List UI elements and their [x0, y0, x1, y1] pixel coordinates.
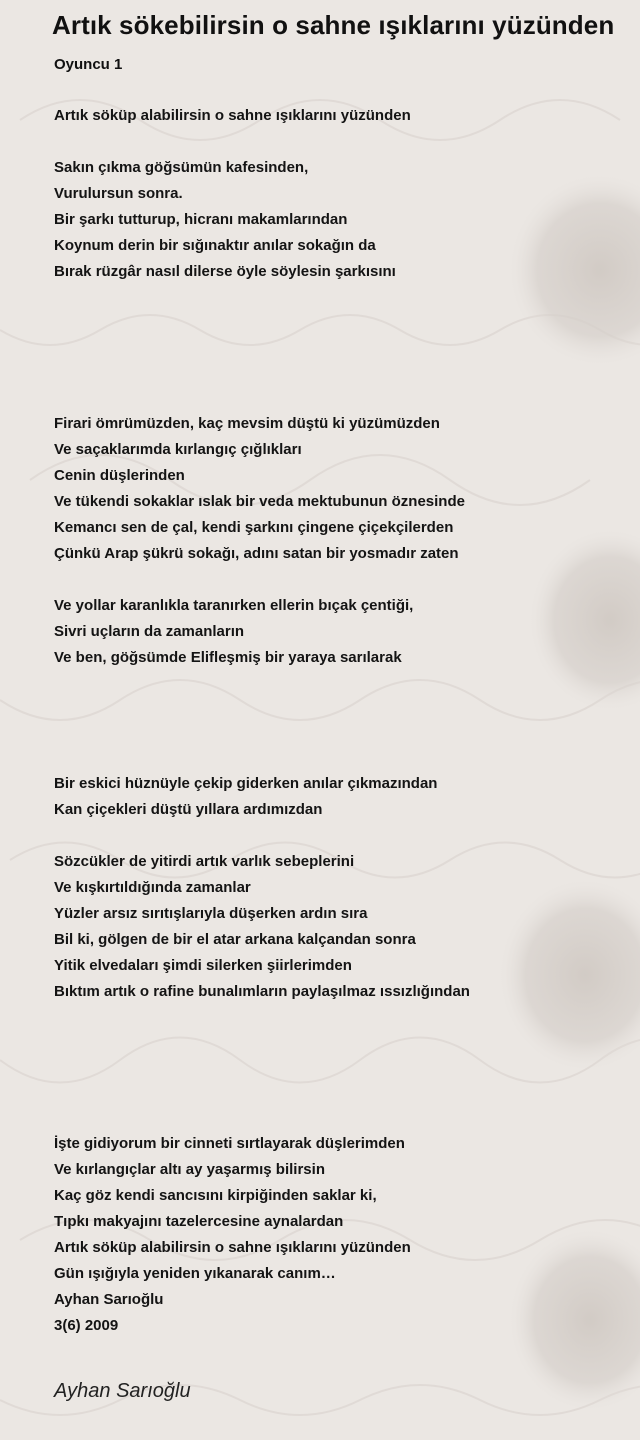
poem-line: Ve kışkırtıldığında zamanlar: [54, 879, 251, 896]
poem-line: Sivri uçların da zamanların: [54, 623, 245, 640]
poem-line: Yüzler arsız sırıtışlarıyla düşerken ardın sıra: [54, 905, 368, 922]
poem-title: Artık sökebilirsin o sahne ışıklarını yüzünden: [52, 10, 615, 40]
poem-line: Bırak rüzgâr nasıl dilerse öyle söylesin şarkısını: [54, 263, 396, 280]
poem-line: Tıpkı makyajını tazelercesine aynalardan: [54, 1213, 344, 1230]
poem-line: Ve tükendi sokaklar ıslak bir veda mektubunun öznesinde: [54, 493, 465, 510]
poem-line: Bir şarkı tutturup, hicranı makamlarından: [54, 211, 348, 228]
poem-line: Gün ışığıyla yeniden yıkanarak canım…: [54, 1265, 336, 1282]
poem-line: İşte gidiyorum bir cinneti sırtlayarak düşlerimden: [54, 1135, 405, 1152]
poem-line: Cenin düşlerinden: [54, 467, 185, 484]
poem-author-line: Ayhan Sarıoğlu: [54, 1291, 164, 1308]
poem-subtitle: Oyuncu 1: [54, 56, 123, 73]
poem-line: Yitik elvedaları şimdi silerken şiirlerimden: [54, 957, 352, 974]
poem-line: Artık söküp alabilirsin o sahne ışıklarını yüzünden: [54, 1239, 411, 1256]
poem-line: Kemancı sen de çal, kendi şarkını çingene çiçekçilerden: [54, 519, 454, 536]
poem-line: Ve ben, göğsümde Elifleşmiş bir yaraya sarılarak: [54, 649, 402, 666]
poem-line: Bil ki, gölgen de bir el atar arkana kalçandan sonra: [54, 931, 416, 948]
poem-line: Kan çiçekleri düştü yıllara ardımızdan: [54, 801, 323, 818]
poem-line: Vurulursun sonra.: [54, 185, 183, 202]
poem-line: Bir eskici hüznüyle çekip giderken anılar çıkmazından: [54, 775, 438, 792]
poem-line: Ve saçaklarımda kırlangıç çığlıkları: [54, 441, 302, 458]
poem-date-line: 3(6) 2009: [54, 1317, 119, 1334]
poem-line: Bıktım artık o rafine bunalımların paylaşılmaz ıssızlığından: [54, 983, 470, 1000]
poem-line: Çünkü Arap şükrü sokağı, adını satan bir yosmadır zaten: [54, 545, 459, 562]
poem-line: Sakın çıkma göğsümün kafesinden,: [54, 159, 309, 176]
poem-line: Artık söküp alabilirsin o sahne ışıklarını yüzünden: [54, 107, 411, 124]
poem-line: Ve kırlangıçlar altı ay yaşarmış bilirsin: [54, 1161, 325, 1178]
poem-line: Ve yollar karanlıkla taranırken ellerin bıçak çentiği,: [54, 597, 414, 614]
poem-line: Sözcükler de yitirdi artık varlık sebeplerini: [54, 853, 355, 870]
poet-signature: Ayhan Sarıoğlu: [54, 1380, 191, 1402]
poem-line: Firari ömrümüzden, kaç mevsim düştü ki yüzümüzden: [54, 415, 440, 432]
poem-line: Kaç göz kendi sancısını kirpiğinden saklar ki,: [54, 1187, 377, 1204]
poem-line: Koynum derin bir sığınaktır anılar sokağın da: [54, 237, 376, 254]
